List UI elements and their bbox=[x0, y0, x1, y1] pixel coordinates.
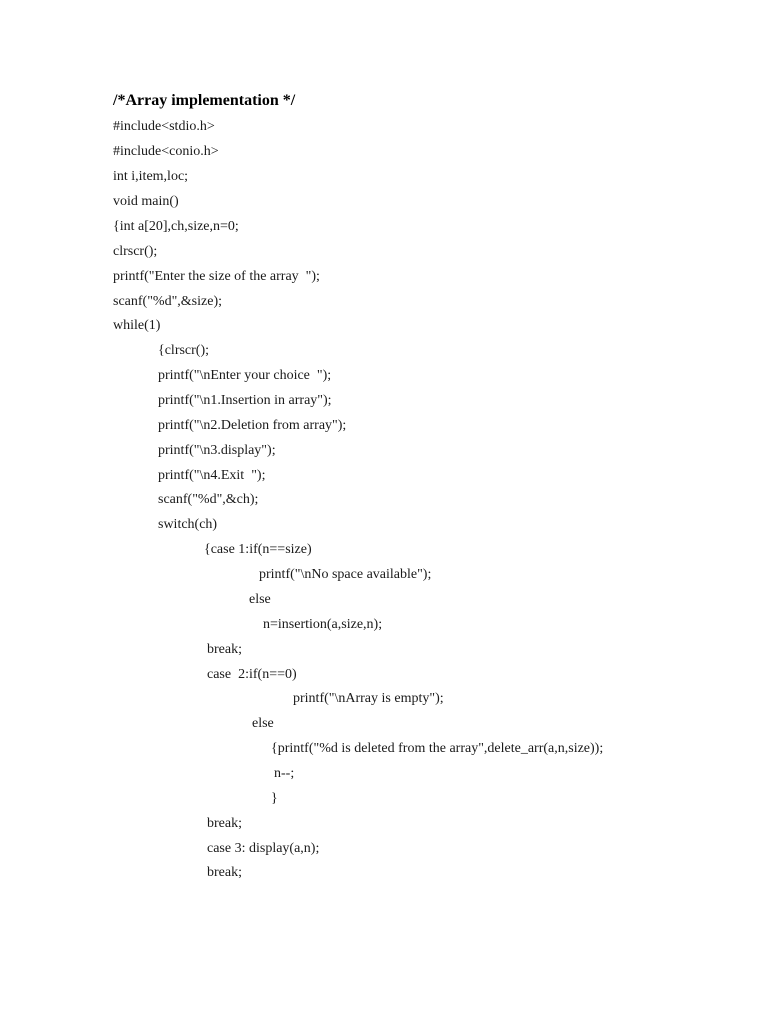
code-line: printf("\nNo space available"); bbox=[259, 567, 432, 582]
code-line: printf("\n1.Insertion in array"); bbox=[158, 393, 332, 408]
code-line: break; bbox=[207, 865, 242, 880]
code-line: break; bbox=[207, 642, 242, 657]
code-line: printf("\n2.Deletion from array"); bbox=[158, 418, 347, 433]
code-line: scanf("%d",&size); bbox=[113, 294, 222, 309]
code-line: n=insertion(a,size,n); bbox=[263, 617, 383, 632]
code-line: {printf("%d is deleted from the array",delete_arr(a,n,size)); bbox=[271, 741, 604, 756]
code-line: {case 1:if(n==size) bbox=[204, 542, 312, 557]
code-line: case 2:if(n==0) bbox=[207, 667, 297, 682]
code-line: {int a[20],ch,size,n=0; bbox=[113, 219, 239, 234]
code-line: else bbox=[252, 716, 274, 731]
code-line: clrscr(); bbox=[113, 244, 158, 259]
code-line: case 3: display(a,n); bbox=[207, 841, 320, 856]
code-line: printf("\n3.display"); bbox=[158, 443, 276, 458]
document-title: /*Array implementation */ bbox=[113, 92, 296, 109]
code-line: while(1) bbox=[113, 318, 161, 333]
code-line: scanf("%d",&ch); bbox=[158, 492, 259, 507]
code-line: printf("\nArray is empty"); bbox=[293, 691, 444, 706]
code-line: switch(ch) bbox=[158, 517, 218, 532]
code-line: void main() bbox=[113, 194, 179, 209]
code-line: } bbox=[271, 791, 278, 806]
code-line: {clrscr(); bbox=[158, 343, 210, 358]
code-line: #include<stdio.h> bbox=[113, 119, 215, 134]
code-line: printf("\nEnter your choice "); bbox=[158, 368, 332, 383]
code-line: printf("Enter the size of the array "); bbox=[113, 269, 320, 284]
code-line: printf("\n4.Exit "); bbox=[158, 468, 266, 483]
code-line: break; bbox=[207, 816, 242, 831]
code-line: else bbox=[249, 592, 271, 607]
code-line: int i,item,loc; bbox=[113, 169, 189, 184]
code-line: n--; bbox=[274, 766, 295, 781]
code-line: #include<conio.h> bbox=[113, 144, 219, 159]
